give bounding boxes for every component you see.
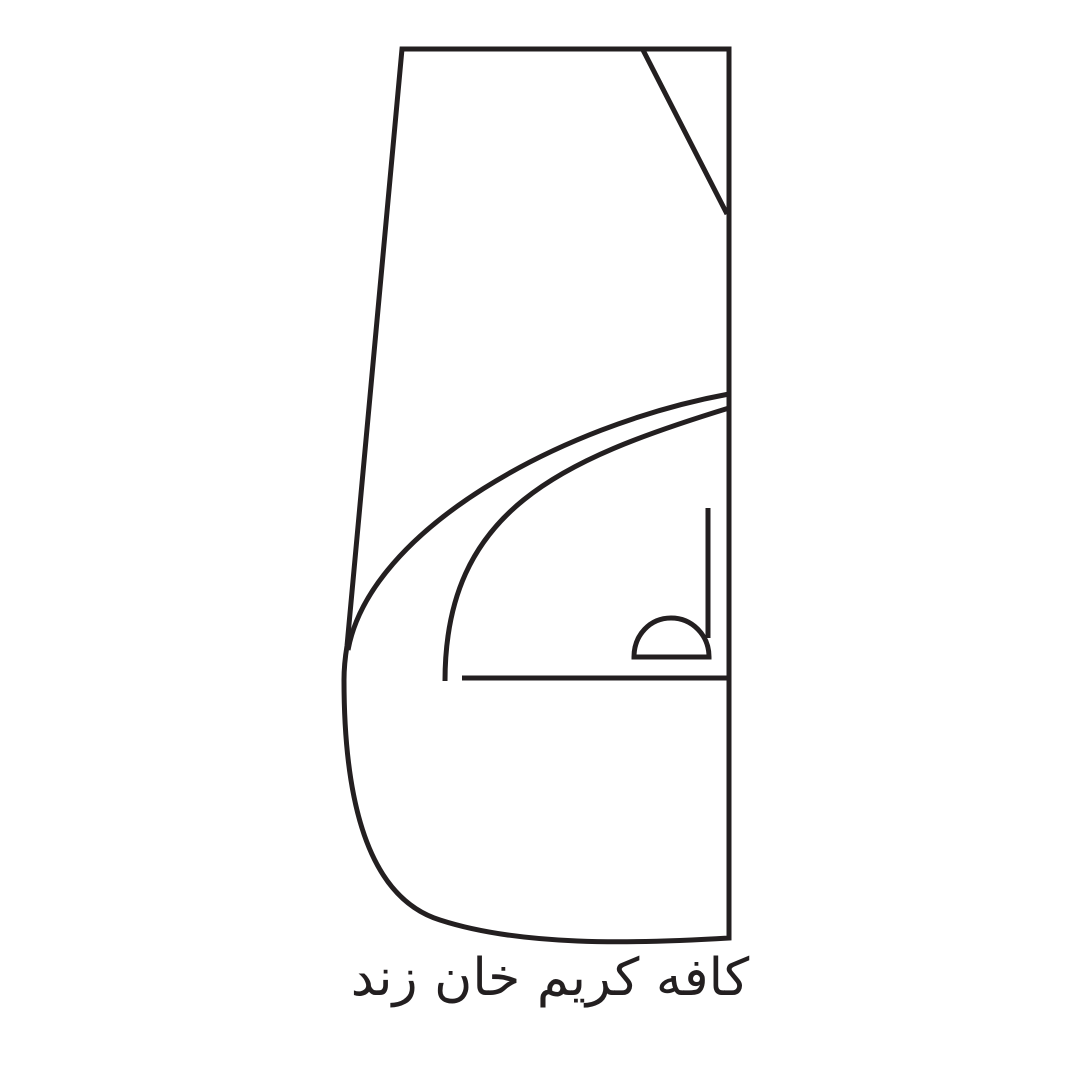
outer-curve	[348, 394, 729, 650]
inner-curve	[445, 408, 729, 681]
cafe-name-caption: کافه کریم خان زند	[350, 948, 750, 1008]
diagonal-accent	[643, 50, 727, 214]
half-circle	[634, 618, 709, 657]
cup-outline	[344, 49, 729, 942]
